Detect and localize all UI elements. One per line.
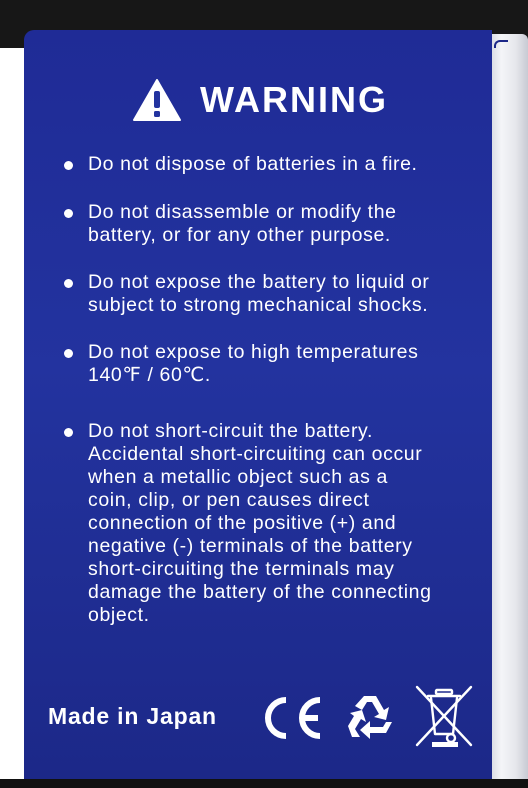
recycle-icon [340, 688, 400, 748]
warning-item-text: Do not expose to high temperatures 140℉ / 60℃. [88, 341, 419, 386]
warning-item-short-circuit [64, 420, 474, 627]
warning-item-text: Do not disassemble or modify the battery, or for any other purpose. [88, 201, 397, 246]
ce-mark-icon [258, 694, 324, 742]
bullet-icon [64, 279, 73, 288]
battery-side-edge [487, 34, 528, 782]
crossed-out-bin-icon [414, 684, 476, 748]
warning-item-liquid [64, 271, 474, 317]
made-in-japan: Made in Japan [48, 703, 217, 729]
edge-notch [494, 40, 508, 48]
bullet-icon [64, 161, 73, 170]
warning-item-text: Do not short-circuit the battery. Accidental short-circuiting can occur when a metallic object such as a coin, clip, or pen causes direct connection of the positive (+) and negative (-) terminals of the battery short-circuiting the terminals may damage the battery of the connecting object. [88, 420, 432, 626]
bottom-dark-band [0, 779, 528, 788]
warning-item-disassemble [64, 201, 474, 247]
warning-item-temperature [64, 341, 474, 387]
bullet-icon [64, 428, 73, 437]
warning-title: WARNING [200, 79, 388, 120]
bullet-icon [64, 209, 73, 218]
warning-item-text: Do not expose the battery to liquid or subject to strong mechanical shocks. [88, 271, 430, 316]
warning-triangle-icon [132, 78, 182, 122]
warning-item-fire [64, 153, 474, 176]
bullet-icon [64, 349, 73, 358]
warning-item-text: Do not dispose of batteries in a fire. [88, 153, 418, 175]
warning-header [132, 76, 388, 124]
warning-label [24, 30, 492, 782]
